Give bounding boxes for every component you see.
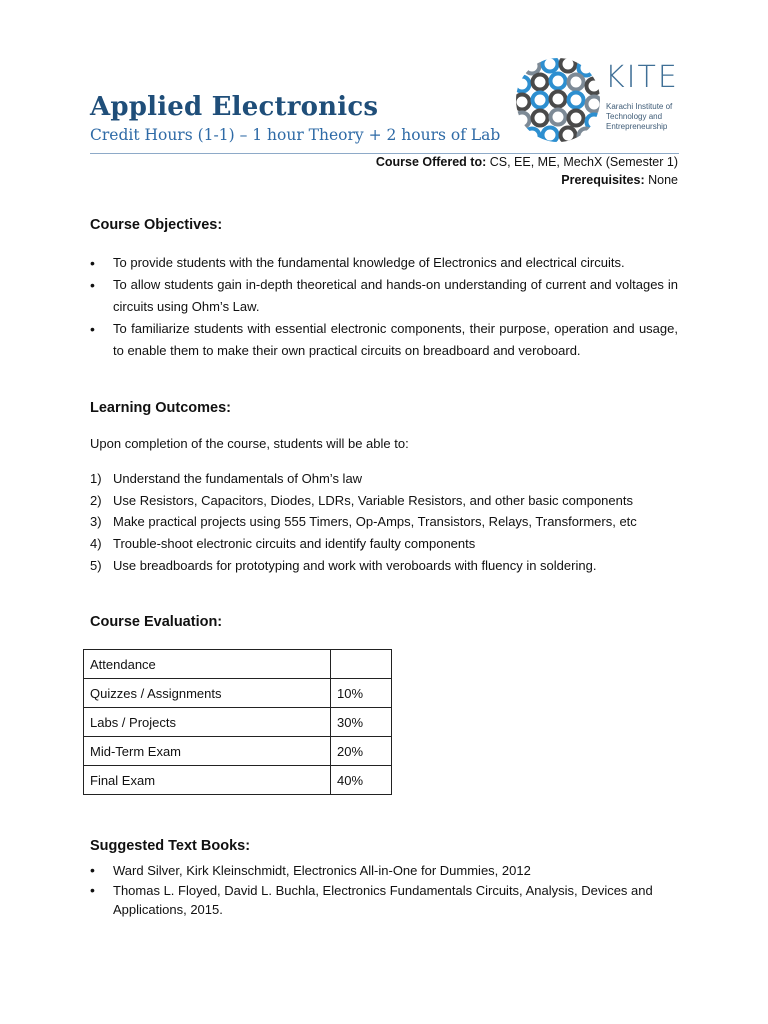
item-text: Understand the fundamentals of Ohm’s law (113, 471, 363, 486)
table-row (84, 766, 392, 795)
outcomes-heading: Learning Outcomes: (90, 400, 231, 416)
list-item (90, 490, 678, 512)
list-item (90, 468, 678, 490)
books-list (90, 861, 678, 920)
outcomes-list (90, 468, 678, 577)
page-title: Applied Electronics (90, 92, 379, 122)
title-divider (90, 153, 679, 154)
objectives-list (90, 252, 678, 362)
list-item (90, 555, 678, 577)
evaluation-heading: Course Evaluation: (90, 614, 223, 630)
item-number: 1) (90, 471, 102, 486)
objectives-heading: Course Objectives: (90, 217, 223, 233)
item-text: Make practical projects using 555 Timers, Op-Amps, Transistors, Relays, Transformers, etc (113, 514, 637, 530)
item-number: 5) (90, 557, 102, 573)
list-item (90, 533, 678, 555)
table-cell: Mid-Term Exam (84, 737, 331, 766)
table-cell (331, 650, 392, 679)
prerequisites-line (561, 173, 678, 187)
item-number: 2) (90, 492, 102, 508)
course-offered-line (376, 155, 678, 169)
evaluation-table (83, 649, 392, 795)
item-number: 4) (90, 536, 102, 552)
table-row (84, 708, 392, 737)
table-row (84, 737, 392, 766)
list-item: • To provide students with the fundamental knowledge of Electronics and electrical circuits. (90, 252, 678, 274)
list-item: • To familiarize students with essential electronic components, their purpose, operation and usage, to enable them to make their own practical circuits on breadboard and veroboard. (90, 318, 678, 362)
list-item: • To allow students gain in-depth theoretical and hands-on understanding of current and voltages in circuits using Ohm’s Law. (90, 274, 678, 318)
course-offered-label: Course Offered to: (375, 155, 487, 169)
table-cell: 30% (331, 708, 392, 737)
item-text: Use breadboards for prototyping and work with veroboards with fluency in soldering. (113, 557, 597, 573)
table-cell: Final Exam (84, 766, 331, 795)
list-item (90, 511, 678, 533)
books-heading: Suggested Text Books: (90, 838, 251, 854)
item-text: Use Resistors, Capacitors, Diodes, LDRs, Variable Resistors, and other basic components (113, 492, 633, 508)
logo-subtitle: Karachi Institute of Technology and Entrepreneurship (606, 102, 673, 131)
table-cell: Labs / Projects (84, 708, 331, 737)
item-text: Trouble-shoot electronic circuits and identify faulty components (113, 536, 476, 552)
table-cell: Attendance (84, 650, 331, 679)
logo-wordmark: KITE (605, 60, 679, 95)
outcomes-intro: Upon completion of the course, students will be able to: (90, 436, 409, 451)
prerequisites-label: Prerequisites: (561, 173, 645, 187)
item-number: 3) (90, 514, 102, 530)
page-subtitle: Credit Hours (1-1) – 1 hour Theory + 2 hours of Lab (90, 126, 501, 144)
course-offered-value: CS, EE, ME, MechX (Semester 1) (489, 155, 678, 169)
list-item: • Thomas L. Floyed, David L. Buchla, Electronics Fundamentals Circuits, Analysis, Devices and Applications, 2015. (90, 881, 678, 920)
table-cell: Quizzes / Assignments (84, 679, 331, 708)
table-cell: 20% (331, 737, 392, 766)
table-row (84, 650, 392, 679)
table-cell: 10% (331, 679, 392, 708)
prerequisites-value: None (648, 173, 678, 187)
table-row (84, 679, 392, 708)
table-cell: 40% (331, 766, 392, 795)
list-item: • Ward Silver, Kirk Kleinschmidt, Electronics All-in-One for Dummies, 2012 (90, 861, 678, 881)
